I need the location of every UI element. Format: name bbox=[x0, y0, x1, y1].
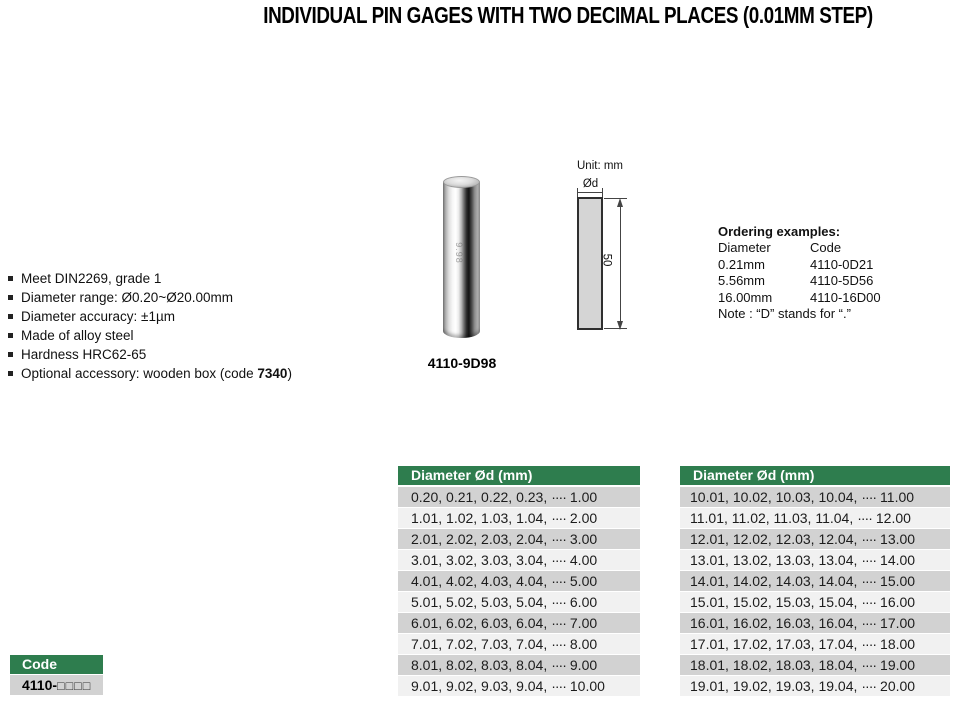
diameter-range-start: 9.01, 9.02, 9.03, 9.04, bbox=[411, 678, 548, 694]
diameter-range-start: 13.01, 13.02, 13.03, 13.04, bbox=[690, 552, 858, 568]
diameter-range-end: 20.00 bbox=[880, 678, 916, 694]
ellipsis-dots: ···· bbox=[551, 615, 566, 631]
diameter-range-end: 19.00 bbox=[880, 657, 916, 673]
feature-item-text: Meet DIN2269, grade 1 bbox=[21, 271, 162, 286]
ellipsis-dots: ···· bbox=[551, 678, 566, 694]
ellipsis-dots: ···· bbox=[551, 573, 566, 589]
table-row bbox=[680, 634, 950, 655]
diameter-range-end: 2.00 bbox=[569, 510, 598, 526]
diameter-range-end: 15.00 bbox=[880, 573, 916, 589]
pin-engraving-text: 9.98 bbox=[453, 242, 464, 264]
diameter-table-right bbox=[680, 466, 950, 697]
table-row bbox=[680, 655, 950, 676]
ordering-columns-row bbox=[718, 240, 881, 256]
table-row bbox=[398, 529, 640, 550]
table-row bbox=[680, 550, 950, 571]
table-row bbox=[398, 487, 640, 508]
diagram-length-label: 50 bbox=[600, 253, 613, 267]
ellipsis-dots: ···· bbox=[551, 510, 566, 526]
diameter-range-start: 16.01, 16.02, 16.03, 16.04, bbox=[690, 615, 858, 631]
diameter-range-end: 4.00 bbox=[569, 552, 598, 568]
diameter-range-start: 17.01, 17.02, 17.03, 17.04, bbox=[690, 636, 858, 652]
extension-line bbox=[604, 328, 627, 329]
ellipsis-dots: ···· bbox=[551, 489, 566, 505]
ordering-diameter: 16.00mm bbox=[718, 289, 773, 305]
diameter-range-end: 9.00 bbox=[569, 657, 598, 673]
table-row bbox=[680, 508, 950, 529]
ordering-code: 4110-0D21 bbox=[810, 256, 874, 272]
ordering-note: Note : “D” stands for “.” bbox=[718, 306, 851, 322]
diameter-range-start: 15.01, 15.02, 15.03, 15.04, bbox=[690, 594, 858, 610]
ordering-rows bbox=[718, 257, 881, 306]
diameter-table-left bbox=[398, 466, 640, 697]
feature-item bbox=[8, 288, 292, 307]
diameter-range-start: 4.01, 4.02, 4.03, 4.04, bbox=[411, 573, 548, 589]
dimension-tick bbox=[602, 188, 603, 197]
diameter-range-end: 12.00 bbox=[875, 510, 911, 526]
bullet-square-icon bbox=[8, 276, 13, 281]
diameter-range-start: 18.01, 18.02, 18.03, 18.04, bbox=[690, 657, 858, 673]
table-row bbox=[398, 550, 640, 571]
table-body bbox=[398, 487, 640, 697]
ordering-diameter: 5.56mm bbox=[718, 273, 765, 289]
table-row bbox=[398, 571, 640, 592]
diameter-range-start: 3.01, 3.02, 3.03, 3.04, bbox=[411, 552, 548, 568]
table-row bbox=[680, 529, 950, 550]
ellipsis-dots: ···· bbox=[861, 573, 877, 589]
feature-item-text: Made of alloy steel bbox=[21, 328, 134, 343]
table-row bbox=[680, 571, 950, 592]
ellipsis-dots: ···· bbox=[861, 489, 877, 505]
bullet-square-icon bbox=[8, 371, 13, 376]
ordering-row bbox=[718, 257, 881, 273]
diagram-diameter-label: Ød bbox=[582, 178, 599, 190]
arrow-down-icon bbox=[617, 321, 623, 330]
ellipsis-dots: ···· bbox=[551, 636, 566, 652]
diameter-range-start: 8.01, 8.02, 8.03, 8.04, bbox=[411, 657, 548, 673]
diameter-range-start: 11.01, 11.02, 11.03, 11.04, bbox=[690, 510, 854, 526]
diameter-dimension-line bbox=[577, 192, 603, 193]
code-box-header: Code bbox=[10, 655, 103, 675]
ordering-heading: Ordering examples: bbox=[718, 224, 841, 239]
feature-item-text: Optional accessory: wooden box (code 7340) bbox=[21, 366, 292, 381]
feature-item bbox=[8, 307, 292, 326]
diameter-range-end: 10.00 bbox=[569, 678, 605, 694]
ellipsis-dots: ···· bbox=[551, 594, 566, 610]
diameter-range-start: 19.01, 19.02, 19.03, 19.04, bbox=[690, 678, 858, 694]
diameter-range-end: 6.00 bbox=[569, 594, 598, 610]
feature-item bbox=[8, 345, 292, 364]
ordering-col-diameter: Diameter bbox=[718, 240, 771, 256]
ellipsis-dots: ···· bbox=[861, 531, 877, 547]
diameter-range-end: 18.00 bbox=[880, 636, 916, 652]
table-row bbox=[398, 613, 640, 634]
feature-item-text: Hardness HRC62-65 bbox=[21, 347, 147, 362]
diameter-range-end: 16.00 bbox=[880, 594, 916, 610]
bullet-square-icon bbox=[8, 295, 13, 300]
table-row bbox=[398, 592, 640, 613]
diameter-range-start: 12.01, 12.02, 12.03, 12.04, bbox=[690, 531, 858, 547]
ellipsis-dots: ···· bbox=[861, 678, 877, 694]
diameter-range-end: 8.00 bbox=[569, 636, 598, 652]
dimension-tick bbox=[577, 188, 578, 197]
ellipsis-dots: ···· bbox=[551, 531, 566, 547]
table-row bbox=[680, 676, 950, 697]
diameter-range-end: 14.00 bbox=[880, 552, 916, 568]
feature-item bbox=[8, 269, 292, 288]
table-body bbox=[680, 487, 950, 697]
table-row bbox=[680, 613, 950, 634]
feature-item-text: Diameter accuracy: ±1µm bbox=[21, 309, 175, 324]
feature-item bbox=[8, 364, 292, 383]
ordering-row bbox=[718, 290, 881, 306]
ellipsis-dots: ···· bbox=[857, 510, 872, 526]
table-row bbox=[398, 508, 640, 529]
diameter-range-end: 13.00 bbox=[880, 531, 916, 547]
diameter-range-start: 10.01, 10.02, 10.03, 10.04, bbox=[690, 489, 858, 505]
ordering-diameter: 0.21mm bbox=[718, 256, 765, 272]
diameter-range-start: 6.01, 6.02, 6.03, 6.04, bbox=[411, 615, 548, 631]
ellipsis-dots: ···· bbox=[861, 657, 877, 673]
table-row bbox=[680, 592, 950, 613]
extension-line bbox=[604, 198, 627, 199]
bullet-square-icon bbox=[8, 333, 13, 338]
diameter-range-end: 3.00 bbox=[569, 531, 598, 547]
length-dimension-line bbox=[620, 201, 621, 327]
code-placeholder-squares: □□□□ bbox=[57, 679, 92, 693]
ordering-col-code: Code bbox=[810, 240, 842, 256]
code-prefix: 4110- bbox=[22, 677, 58, 693]
bullet-square-icon bbox=[8, 352, 13, 357]
ellipsis-dots: ···· bbox=[551, 552, 566, 568]
diameter-range-start: 1.01, 1.02, 1.03, 1.04, bbox=[411, 510, 548, 526]
ordering-row bbox=[718, 273, 881, 289]
pin-gage-top-face bbox=[443, 176, 480, 188]
diameter-range-start: 5.01, 5.02, 5.03, 5.04, bbox=[411, 594, 548, 610]
table-row bbox=[398, 676, 640, 697]
code-box-value bbox=[10, 675, 103, 695]
diameter-range-end: 5.00 bbox=[569, 573, 598, 589]
diagram-unit-label: Unit: mm bbox=[577, 160, 623, 172]
diameter-range-end: 17.00 bbox=[880, 615, 916, 631]
ellipsis-dots: ···· bbox=[551, 657, 566, 673]
bullet-square-icon bbox=[8, 314, 13, 319]
pin-model-label: 4110-9D98 bbox=[427, 355, 497, 371]
table-row bbox=[398, 655, 640, 676]
diameter-range-start: 7.01, 7.02, 7.03, 7.04, bbox=[411, 636, 548, 652]
ordering-examples bbox=[718, 224, 881, 322]
ordering-code: 4110-16D00 bbox=[810, 289, 881, 305]
ellipsis-dots: ···· bbox=[861, 636, 877, 652]
diameter-range-end: 7.00 bbox=[569, 615, 598, 631]
table-row bbox=[680, 487, 950, 508]
table-header: Diameter Ød (mm) bbox=[680, 466, 950, 487]
pin-outline-drawing bbox=[577, 197, 603, 330]
ellipsis-dots: ···· bbox=[861, 594, 877, 610]
diameter-range-start: 2.01, 2.02, 2.03, 2.04, bbox=[411, 531, 548, 547]
diameter-range-start: 14.01, 14.02, 14.03, 14.04, bbox=[690, 573, 858, 589]
ordering-code: 4110-5D56 bbox=[810, 273, 874, 289]
feature-item-text: Diameter range: Ø0.20~Ø20.00mm bbox=[21, 290, 233, 305]
code-box bbox=[10, 655, 103, 695]
ellipsis-dots: ···· bbox=[861, 615, 877, 631]
table-row bbox=[398, 634, 640, 655]
diameter-range-start: 0.20, 0.21, 0.22, 0.23, bbox=[411, 489, 548, 505]
page-title: INDIVIDUAL PIN GAGES WITH TWO DECIMAL PLACES (0.01MM STEP) bbox=[263, 2, 873, 28]
feature-item bbox=[8, 326, 292, 345]
ellipsis-dots: ···· bbox=[861, 552, 877, 568]
arrow-up-icon bbox=[617, 198, 623, 207]
table-header: Diameter Ød (mm) bbox=[398, 466, 640, 487]
diameter-range-end: 11.00 bbox=[880, 489, 915, 505]
diameter-range-end: 1.00 bbox=[569, 489, 598, 505]
feature-list bbox=[8, 269, 292, 383]
